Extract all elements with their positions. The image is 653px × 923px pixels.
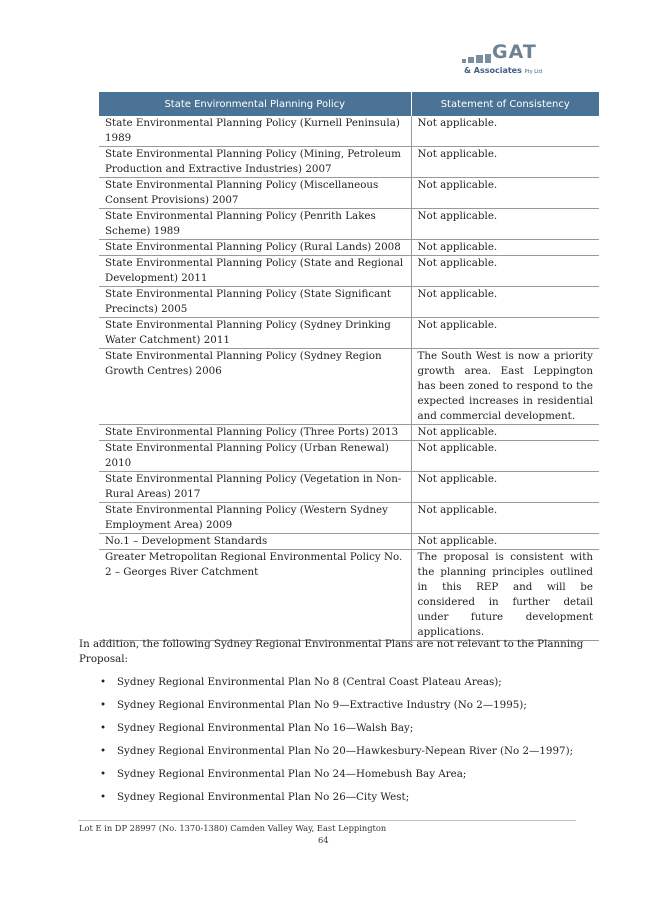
logo-text: GAT (492, 41, 537, 63)
statement-cell: The proposal is consistent with the planning principles outlined in this REP and will be considered in further detail under future development applications. (411, 550, 599, 641)
policy-cell: State Environmental Planning Policy (Miscellaneous Consent Provisions) 2007 (99, 178, 411, 209)
policy-table (99, 92, 599, 641)
list-item-text: Sydney Regional Environmental Plan No 20—Hawkesbury-Nepean River (No 2—1997); (117, 745, 574, 757)
page-number: 64 (318, 835, 329, 845)
list-item-text: Sydney Regional Environmental Plan No 9—Extractive Industry (No 2—1995); (117, 699, 527, 711)
intro-paragraph: In addition, the following Sydney Regional Environmental Plans are not relevant to the Planning Proposal: (79, 638, 584, 665)
list-item-text: Sydney Regional Environmental Plan No 16—Walsh Bay; (117, 722, 414, 734)
statement-cell: Not applicable. (411, 534, 599, 550)
table-row (99, 425, 599, 441)
statement-cell: Not applicable. (411, 287, 599, 318)
logo-subtitle-pty: Pty Ltd (524, 69, 543, 75)
policy-cell: State Environmental Planning Policy (State and Regional Development) 2011 (99, 256, 411, 287)
table-row (99, 147, 599, 178)
logo-subtitle (464, 66, 542, 75)
table-row (99, 349, 599, 425)
bullet-icon: • (100, 722, 107, 734)
table-row (99, 256, 599, 287)
bullet-icon: • (100, 791, 107, 803)
list-item (79, 767, 599, 790)
table-row (99, 116, 599, 147)
table-row (99, 503, 599, 534)
statement-cell: Not applicable. (411, 116, 599, 147)
policy-cell: State Environmental Planning Policy (Vegetation in Non-Rural Areas) 2017 (99, 472, 411, 503)
table-row (99, 240, 599, 256)
list-item (79, 744, 599, 767)
table-row (99, 287, 599, 318)
bullet-icon: • (100, 745, 107, 757)
policy-cell: State Environmental Planning Policy (Rural Lands) 2008 (99, 240, 411, 256)
statement-cell: Not applicable. (411, 503, 599, 534)
statement-cell: Not applicable. (411, 240, 599, 256)
list-item-text: Sydney Regional Environmental Plan No 24—Homebush Bay Area; (117, 768, 467, 780)
policy-cell: State Environmental Planning Policy (Urban Renewal) 2010 (99, 441, 411, 472)
column-header-statement: Statement of Consistency (411, 92, 599, 116)
table-row (99, 550, 599, 641)
policy-cell: No.1 – Development Standards (99, 534, 411, 550)
list-item (79, 698, 599, 721)
statement-cell: Not applicable. (411, 425, 599, 441)
table-row (99, 472, 599, 503)
list-item (79, 675, 599, 698)
footer-divider (78, 820, 576, 821)
table-row (99, 178, 599, 209)
policy-cell: State Environmental Planning Policy (Mining, Petroleum Production and Extractive Industries) 2007 (99, 147, 411, 178)
policy-cell: State Environmental Planning Policy (Sydney Region Growth Centres) 2006 (99, 349, 411, 425)
statement-cell: The South West is now a priority growth area. East Leppington has been zoned to respond to the expected increases in residential and commercial development. (411, 349, 599, 425)
list-item-text: Sydney Regional Environmental Plan No 8 (Central Coast Plateau Areas); (117, 676, 502, 688)
statement-cell: Not applicable. (411, 318, 599, 349)
bullet-icon: • (100, 676, 107, 688)
statement-cell: Not applicable. (411, 209, 599, 240)
bullet-icon: • (100, 699, 107, 711)
table-row (99, 441, 599, 472)
column-header-policy: State Environmental Planning Policy (99, 92, 411, 116)
footer-text: Lot E in DP 28997 (No. 1370-1380) Camden Valley Way, East Leppington (79, 823, 387, 833)
policy-cell: State Environmental Planning Policy (Western Sydney Employment Area) 2009 (99, 503, 411, 534)
list-item-text: Sydney Regional Environmental Plan No 26—City West; (117, 791, 410, 803)
policy-cell: Greater Metropolitan Regional Environmental Policy No. 2 – Georges River Catchment (99, 550, 411, 641)
bullet-icon: • (100, 768, 107, 780)
list-item (79, 721, 599, 744)
plans-list (79, 675, 599, 813)
policy-cell: State Environmental Planning Policy (Sydney Drinking Water Catchment) 2011 (99, 318, 411, 349)
list-item (79, 790, 599, 813)
statement-cell: Not applicable. (411, 441, 599, 472)
policy-cell: State Environmental Planning Policy (Three Ports) 2013 (99, 425, 411, 441)
statement-cell: Not applicable. (411, 256, 599, 287)
logo-subtitle-main: & Associates (464, 66, 522, 75)
policy-cell: State Environmental Planning Policy (Penrith Lakes Scheme) 1989 (99, 209, 411, 240)
table-row (99, 534, 599, 550)
table-row (99, 318, 599, 349)
table-header-row (99, 92, 599, 116)
statement-cell: Not applicable. (411, 178, 599, 209)
policy-cell: State Environmental Planning Policy (State Significant Precincts) 2005 (99, 287, 411, 318)
company-logo (462, 41, 582, 80)
statement-cell: Not applicable. (411, 472, 599, 503)
policy-cell: State Environmental Planning Policy (Kurnell Peninsula) 1989 (99, 116, 411, 147)
statement-cell: Not applicable. (411, 147, 599, 178)
table-row (99, 209, 599, 240)
